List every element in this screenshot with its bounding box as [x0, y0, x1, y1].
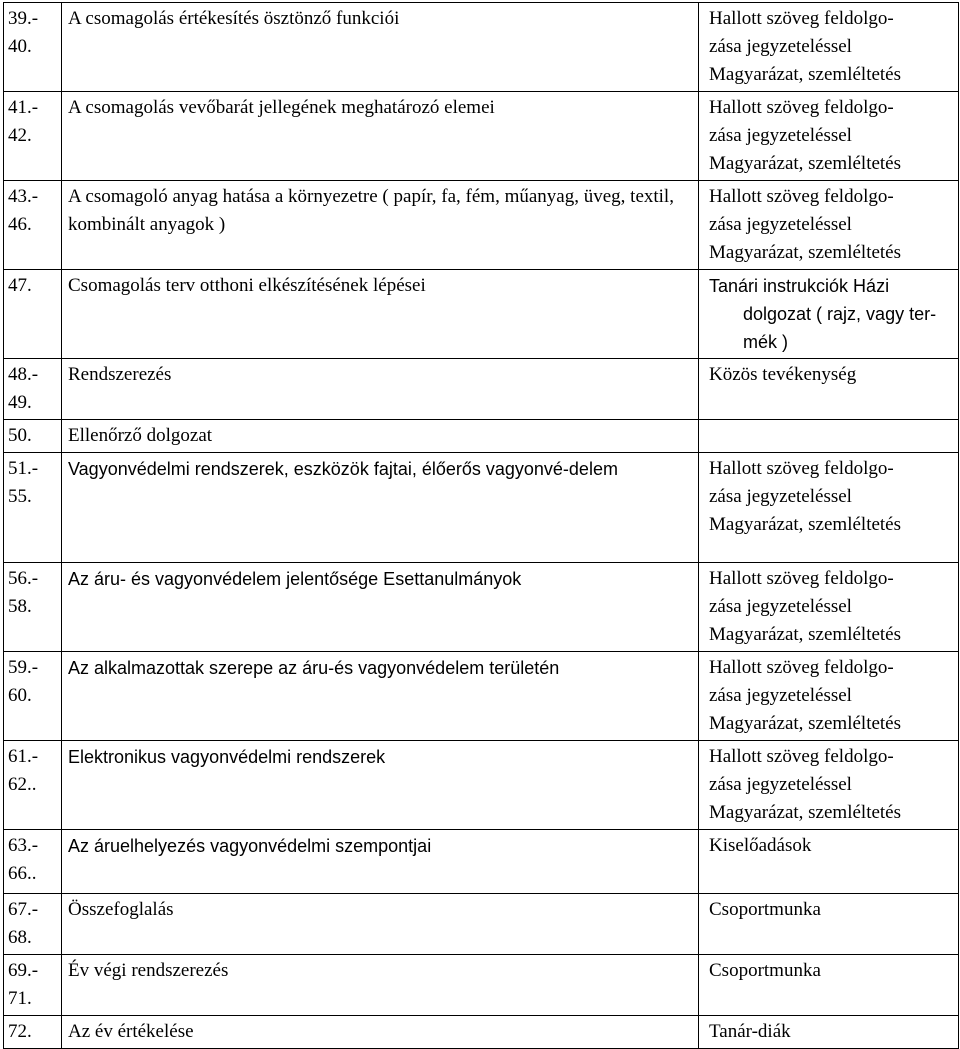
table-row — [4, 830, 959, 894]
method-line: zása jegyzeteléssel — [709, 486, 852, 507]
teaching-method — [699, 270, 959, 359]
method-line: Hallott szöveg feldolgo- — [709, 657, 894, 678]
table-row — [4, 181, 959, 270]
lesson-topic: Az év értékelése — [62, 1016, 699, 1049]
method-line: Hallott szöveg feldolgo- — [709, 568, 894, 589]
teaching-method — [699, 420, 959, 453]
method-line: Kiselőadások — [709, 835, 812, 856]
lesson-number: 41.- 42. — [4, 92, 62, 181]
lesson-topic: A csomagoló anyag hatása a környezetre ( papír, fa, fém, műanyag, üveg, textil, kombinált anyagok ) — [62, 181, 699, 270]
lesson-number: 59.- 60. — [4, 652, 62, 741]
method-line: Csoportmunka — [709, 899, 821, 920]
lesson-number: 43.- 46. — [4, 181, 62, 270]
method-line: Hallott szöveg feldolgo- — [709, 97, 894, 118]
lesson-number: 61.- 62.. — [4, 741, 62, 830]
lesson-topic: Csomagolás terv otthoni elkészítésének lépései — [62, 270, 699, 359]
lesson-number: 50. — [4, 420, 62, 453]
lesson-topic: Az alkalmazottak szerepe az áru-és vagyonvédelem területén — [62, 652, 699, 741]
lesson-number: 56.- 58. — [4, 563, 62, 652]
table-row — [4, 92, 959, 181]
method-line: Magyarázat, szemléltetés — [709, 624, 902, 645]
lesson-topic: Elektronikus vagyonvédelmi rendszerek — [62, 741, 699, 830]
lesson-number: 67.- 68. — [4, 894, 62, 955]
table-row — [4, 563, 959, 652]
curriculum-page — [3, 2, 958, 1049]
method-line: Magyarázat, szemléltetés — [709, 802, 902, 823]
teaching-method — [699, 453, 959, 563]
lesson-number: 69.- 71. — [4, 955, 62, 1016]
lesson-topic: Év végi rendszerezés — [62, 955, 699, 1016]
teaching-method — [699, 652, 959, 741]
lesson-topic: A csomagolás vevőbarát jellegének meghatározó elemei — [62, 92, 699, 181]
table-row — [4, 359, 959, 420]
teaching-method — [699, 955, 959, 1016]
method-line: zása jegyzeteléssel — [709, 125, 852, 146]
method-line: zása jegyzeteléssel — [709, 36, 852, 57]
teaching-method — [699, 563, 959, 652]
curriculum-table — [3, 2, 959, 1049]
method-line: Magyarázat, szemléltetés — [709, 242, 902, 263]
method-line: Közös tevékenység — [709, 364, 857, 385]
lesson-topic: Az áruelhelyezés vagyonvédelmi szempontjai — [62, 830, 699, 894]
method-line: Csoportmunka — [709, 960, 821, 981]
method-line: zása jegyzeteléssel — [709, 214, 852, 235]
lesson-topic: Az áru- és vagyonvédelem jelentősége Esettanulmányok — [62, 563, 699, 652]
method-line: Magyarázat, szemléltetés — [709, 153, 902, 174]
teaching-method — [699, 181, 959, 270]
table-row — [4, 1016, 959, 1049]
table-row — [4, 270, 959, 359]
method-line: Hallott szöveg feldolgo- — [709, 458, 894, 479]
lesson-number: 47. — [4, 270, 62, 359]
lesson-topic: Vagyonvédelmi rendszerek, eszközök fajtai, élőerős vagyonvé-delem — [62, 453, 699, 563]
table-row — [4, 652, 959, 741]
lesson-topic: Rendszerezés — [62, 359, 699, 420]
table-row — [4, 894, 959, 955]
teaching-method — [699, 92, 959, 181]
method-line: zása jegyzeteléssel — [709, 596, 852, 617]
lesson-topic: Összefoglalás — [62, 894, 699, 955]
lesson-number: 51.- 55. — [4, 453, 62, 563]
table-row — [4, 741, 959, 830]
lesson-number: 63.- 66.. — [4, 830, 62, 894]
method-line: Hallott szöveg feldolgo- — [709, 8, 894, 29]
table-row — [4, 3, 959, 92]
lesson-number: 72. — [4, 1016, 62, 1049]
method-line: Magyarázat, szemléltetés — [709, 64, 902, 85]
table-row — [4, 955, 959, 1016]
method-line: Hallott szöveg feldolgo- — [709, 746, 894, 767]
method-line: dolgozat ( rajz, vagy ter- — [743, 304, 937, 324]
lesson-topic: Ellenőrző dolgozat — [62, 420, 699, 453]
method-line: mék ) — [743, 332, 788, 352]
method-line: Tanári instrukciók Házi — [709, 276, 890, 296]
teaching-method — [699, 359, 959, 420]
lesson-number: 39.- 40. — [4, 3, 62, 92]
method-line: zása jegyzeteléssel — [709, 685, 852, 706]
method-line: Hallott szöveg feldolgo- — [709, 186, 894, 207]
lesson-number: 48.- 49. — [4, 359, 62, 420]
method-line: Magyarázat, szemléltetés — [709, 514, 902, 535]
table-row — [4, 420, 959, 453]
table-row — [4, 453, 959, 563]
teaching-method — [699, 1016, 959, 1049]
teaching-method — [699, 3, 959, 92]
method-line: Tanár-diák — [709, 1021, 791, 1042]
method-line: zása jegyzeteléssel — [709, 774, 852, 795]
method-line: Magyarázat, szemléltetés — [709, 713, 902, 734]
teaching-method — [699, 741, 959, 830]
lesson-topic: A csomagolás értékesítés ösztönző funkciói — [62, 3, 699, 92]
teaching-method — [699, 894, 959, 955]
teaching-method — [699, 830, 959, 894]
